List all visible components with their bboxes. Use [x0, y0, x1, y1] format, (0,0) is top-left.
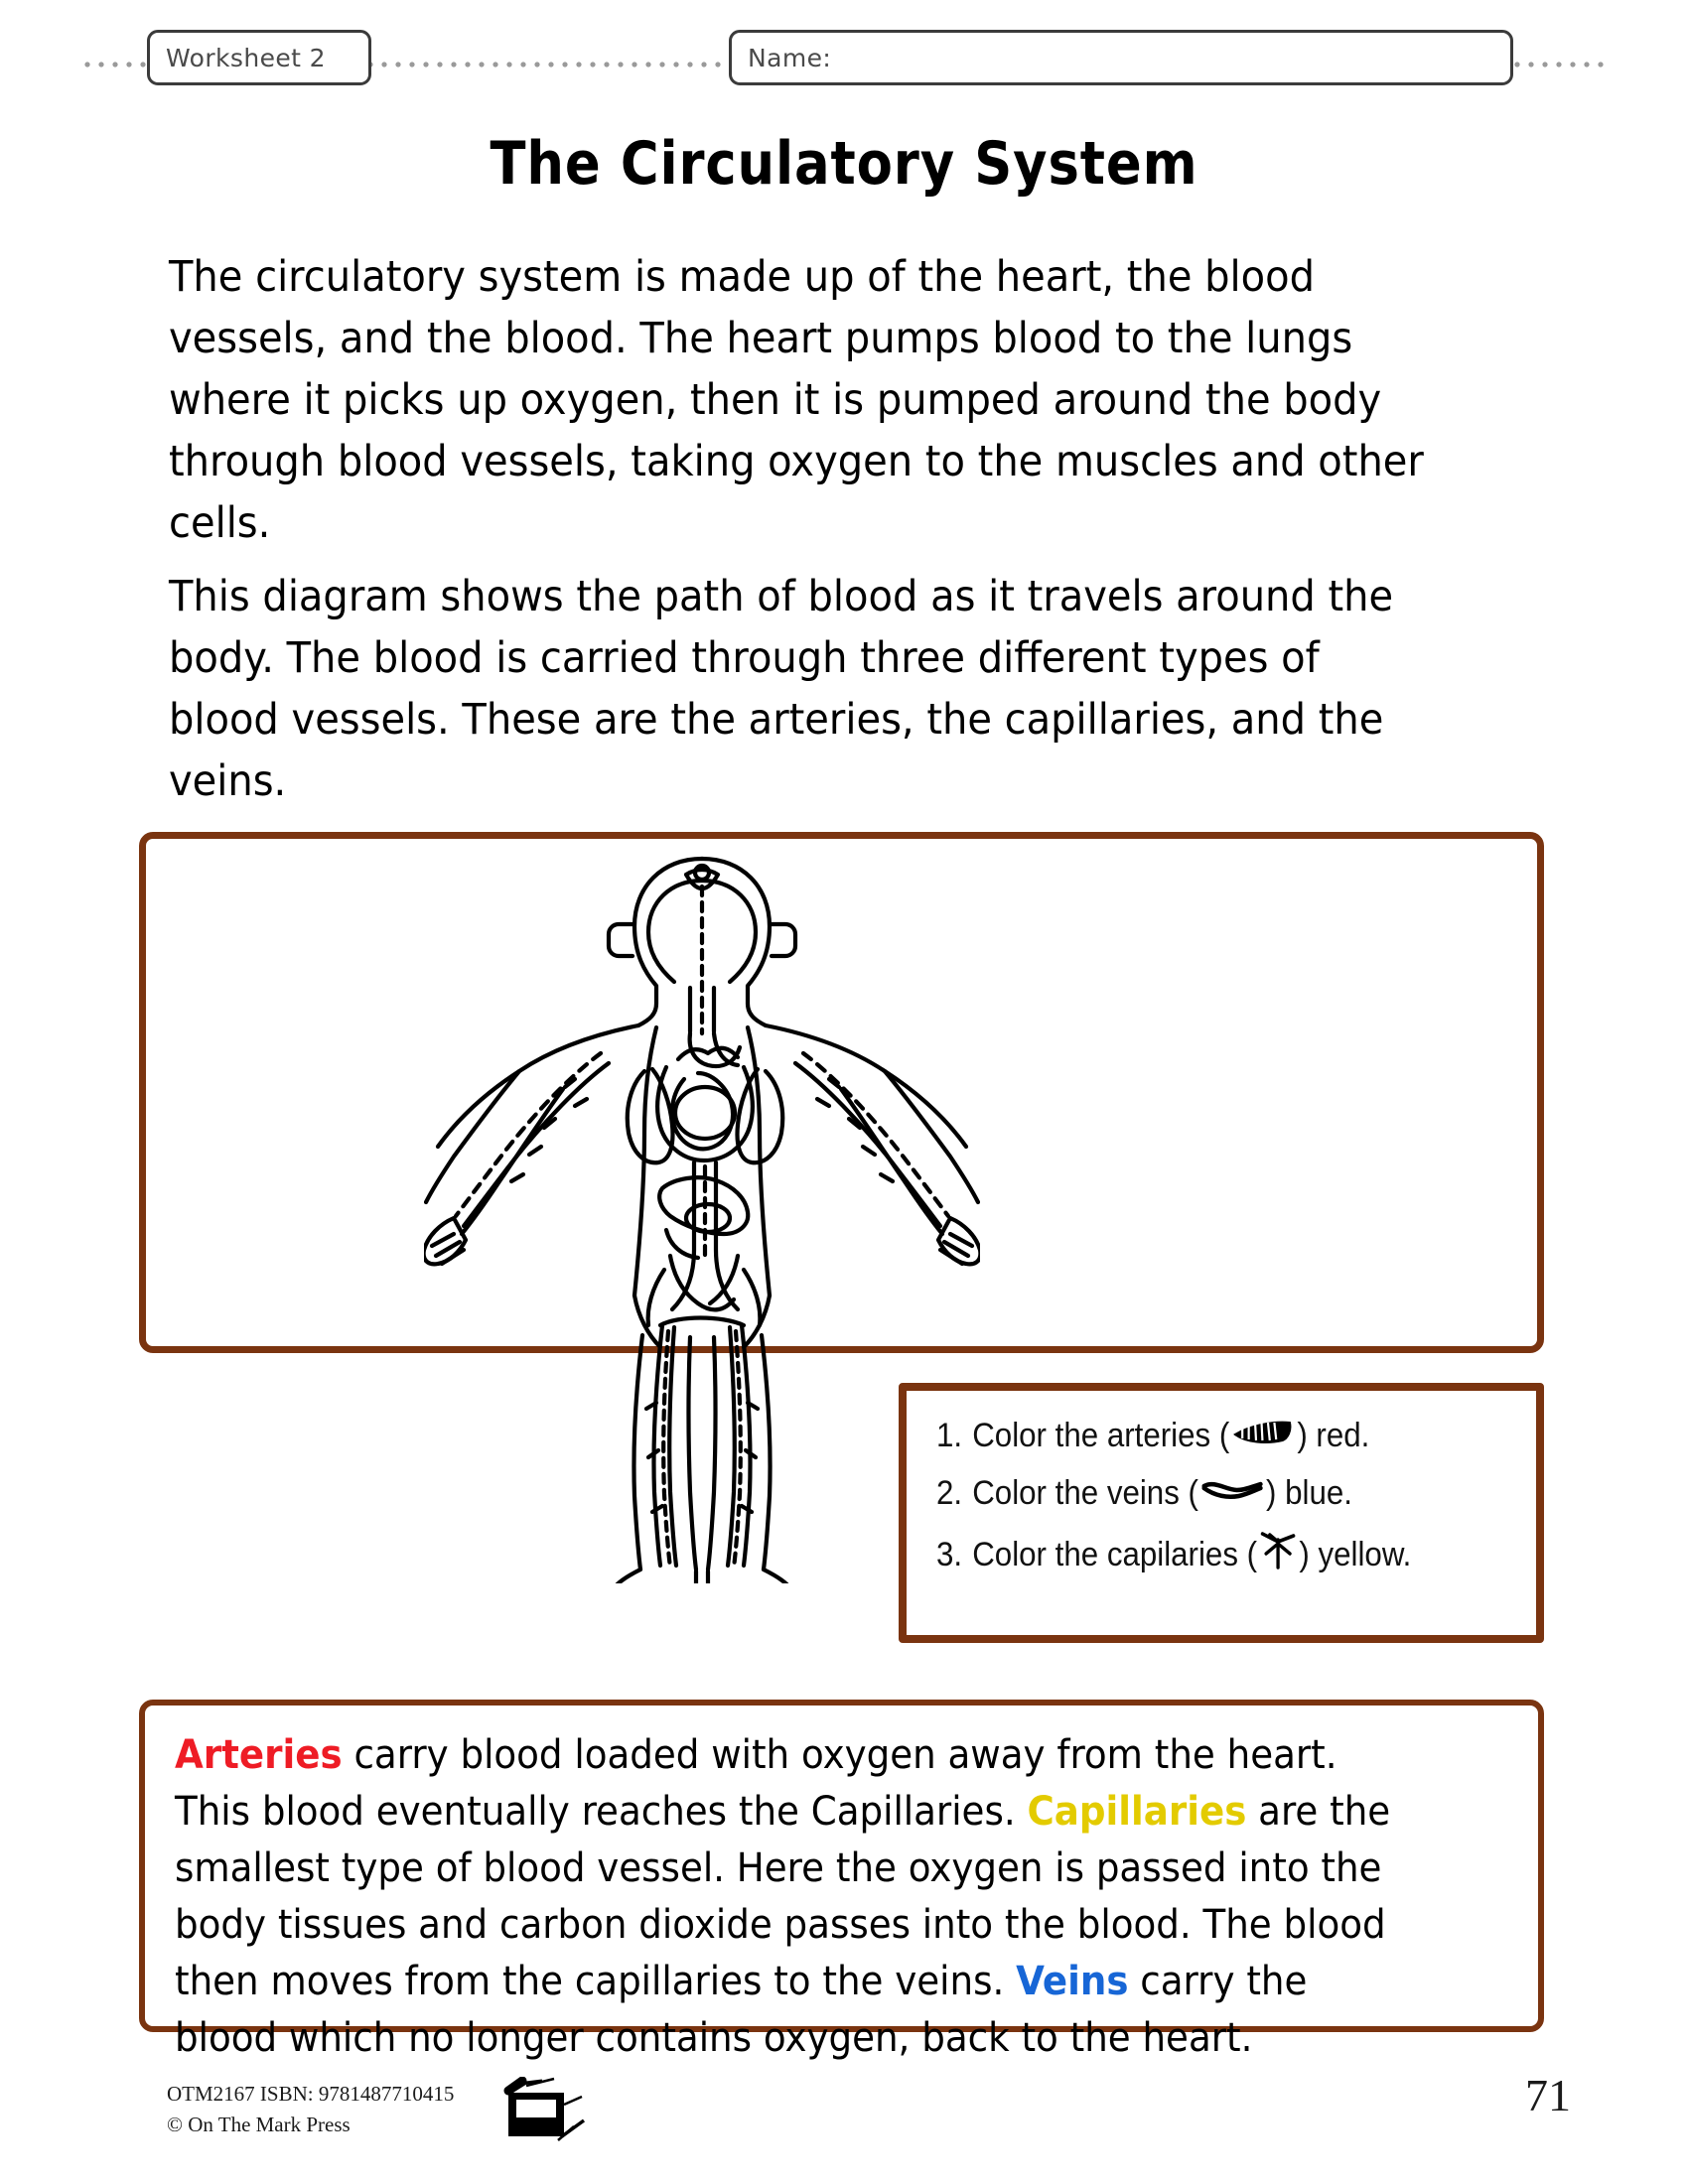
instruction-number-1: 1.: [936, 1417, 963, 1454]
instruction-item-3: [936, 1532, 1488, 1578]
artery-vessel-icon: [1231, 1417, 1295, 1455]
instruction-text-before-3: Color the capilaries (: [972, 1536, 1258, 1573]
intro-paragraph-1: The circulatory system is made up of the heart, the blood vessels, and the blood. The heart pumps blood to the lungs where it picks up oxygen, then it is pumped around the body through blood vessels, taking oxygen to the muscles and other cells.: [169, 252, 1424, 548]
dotted-rule-icon-middle: [371, 61, 731, 69]
name-field-label: Name:: [748, 43, 832, 72]
intro-paragraph-2: This diagram shows the path of blood as it travels around the body. The blood is carried through three different types of blood vessels. These are the arteries, the capillaries, and the veins.: [169, 572, 1394, 806]
page-title: The Circulatory System: [490, 129, 1198, 199]
keyword-arteries: Arteries: [175, 1732, 343, 1778]
worksheet-number-box: [147, 30, 371, 85]
dotted-rule-icon-left: [81, 61, 149, 69]
instruction-text-before-2: Color the veins (: [972, 1474, 1198, 1512]
diagram-box: [139, 832, 1544, 1353]
instruction-item-1: [936, 1417, 1488, 1455]
keyword-capillaries: Capillaries: [1027, 1789, 1247, 1835]
instruction-item-2: [936, 1474, 1488, 1513]
keyword-veins: Veins: [1016, 1959, 1129, 2004]
instruction-text-after-2: ) blue.: [1266, 1474, 1352, 1512]
instruction-number-3: 3.: [936, 1536, 963, 1573]
page-number: 71: [1525, 2070, 1571, 2120]
capillary-vessel-icon: [1259, 1532, 1298, 1578]
diagram-figure-wrap: [146, 839, 1551, 1360]
worksheet-header: [0, 30, 1688, 99]
footer-code-line: OTM2167 ISBN: 9781487710415: [167, 2082, 455, 2106]
instruction-number-2: 2.: [936, 1474, 963, 1512]
info-box: [139, 1700, 1544, 2061]
info-segment-2: carry blood loaded with oxygen away from the heart. This blood eventually reaches the Capillaries.: [175, 1732, 1337, 1835]
instruction-text-after-1: ) red.: [1297, 1417, 1370, 1454]
worksheet-number-label: Worksheet 2: [166, 43, 326, 72]
info-segment-4: are the smallest type of blood vessel. Here the oxygen is passed into the body tissues and carbon dioxide passes into the blood. The blood then moves from the capillaries to the veins.: [175, 1789, 1391, 2004]
coloring-instructions-box: [899, 1383, 1544, 1643]
footer-credit: [167, 2079, 454, 2140]
dotted-rule-icon-right: [1511, 61, 1607, 69]
name-field[interactable]: [729, 30, 1513, 85]
info-segment-6: carry the blood which no longer contains oxygen, back to the heart.: [175, 1959, 1308, 2061]
footer-copyright-line: © On The Mark Press: [167, 2113, 351, 2136]
on-the-mark-press-logo-icon: [496, 2077, 596, 2148]
instruction-text-after-3: ) yellow.: [1299, 1536, 1412, 1573]
page-footer: [0, 2070, 1688, 2164]
instruction-text-before-1: Color the arteries (: [972, 1417, 1230, 1454]
human-body-diagram: [424, 829, 980, 1583]
vein-vessel-icon: [1200, 1474, 1264, 1513]
info-paragraph: [175, 1727, 1419, 2067]
